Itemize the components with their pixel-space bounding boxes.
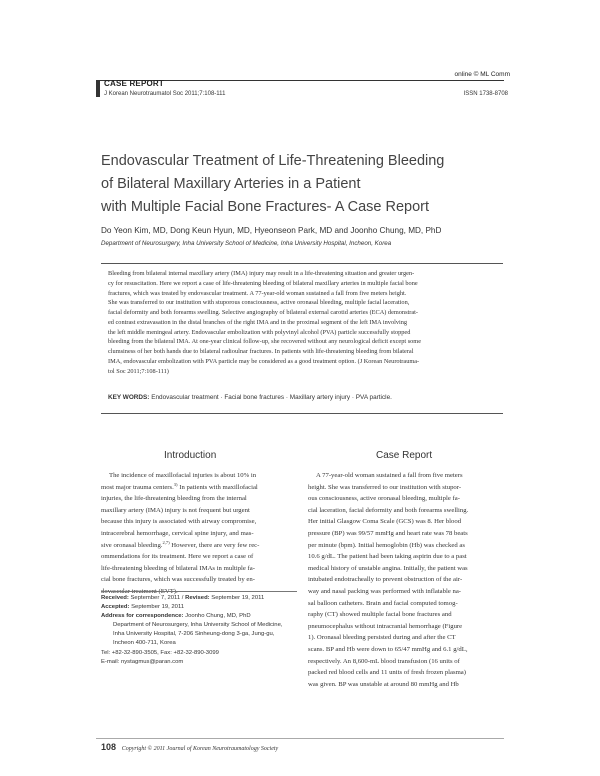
intro-line: intracerebral hemorrhage, cervical spine injury, and mas-	[101, 529, 254, 537]
address-line: Department of Neurosurgery, Inha University School of Medicine,	[113, 622, 283, 629]
intro-line: ommendations for its treatment. Here we report a case of	[101, 553, 254, 561]
footer-rule	[96, 738, 504, 739]
intro-line: life-threatening bleeding of bilateral IMAs in multiple fa-	[101, 564, 255, 572]
intro-line: The incidence of maxillofacial injuries is about 10% in	[109, 472, 257, 479]
received-date: September 7, 2011 /	[130, 595, 184, 601]
case-line: intubated endotracheally to prevent obstruction of the air-	[308, 576, 463, 584]
case-line: per minute (bpm). Initial hemoglobin (Hb) was checked as	[308, 541, 465, 549]
email-line: E-mail: nystagmus@paran.com	[101, 658, 184, 665]
page-number: 108	[101, 742, 117, 752]
intro-line: maxillary artery (IMA) injury is not frequent but urgent	[101, 506, 250, 514]
abstract-line: She was transferred to our institution with stuporous consciousness, active oronasal bleeding, multiple facial laceration,	[108, 299, 410, 307]
case-body	[308, 470, 504, 690]
correspondence-label: Address for correspondence:	[101, 613, 184, 620]
affiliation: Department of Neurosurgery, Inha University School of Medicine, Inha University Hospital, Incheon, Korea	[101, 240, 392, 247]
citation-sup: 3)	[173, 481, 178, 487]
authors: Do Yeon Kim, MD, Dong Keun Hyun, MD, Hyeonseon Park, MD and Joonho Chung, MD, PhD	[101, 226, 442, 235]
header-bar	[96, 80, 100, 97]
correspondence-name: Joonho Chung, MD, PhD	[185, 613, 251, 620]
abstract-line: fractures, which was treated by endovascular treatment. A 77-year-old woman sustained a fall from five meters height.	[108, 289, 407, 297]
issn: ISSN 1738-8708	[463, 91, 508, 97]
revised-label: Revised:	[185, 595, 210, 601]
intro-line: dovascular treatment (EVT).	[101, 587, 178, 595]
accepted-label: Accepted:	[101, 604, 130, 611]
abstract-line: bleeding from the bilateral IMA. At one-year clinical follow-up, she recovered without any neurological deficit except some	[108, 338, 421, 346]
address-line: Incheon 400-711, Korea	[113, 640, 176, 647]
address-line: Inha University Hospital, 7-206 Sinheung-dong 3-ga, Jung-gu,	[113, 631, 275, 638]
case-line: medical history of unstable angina. Initially, the patient was	[308, 564, 468, 572]
case-line: height. She was transferred to our institution with stupor-	[308, 483, 462, 491]
article-title	[101, 150, 521, 219]
keywords-text: Endovascular treatment · Facial bone fractures · Maxillary artery injury · PVA particle.	[151, 394, 392, 401]
accepted-date: September 19, 2011	[131, 604, 185, 611]
case-line: respectively. An 8,600-mL blood transfusion (16 units of	[308, 657, 460, 665]
abstract	[108, 269, 500, 376]
received-label: Received:	[101, 595, 129, 601]
case-line: packed red blood cells and 11 units of fresh frozen plasma)	[308, 669, 466, 677]
case-line: 1). Oronasal bleeding persisted during and after the CT	[308, 634, 456, 642]
keywords-label: KEY WORDS:	[108, 394, 150, 401]
abstract-line: ed contrast extravasation in the distal branches of the right IMA and in the proximal segment of the left IMA involving	[108, 318, 408, 326]
journal-citation: J Korean Neurotraumatol Soc 2011;7:108-111	[104, 91, 226, 97]
revised-date: September 19, 2011	[211, 595, 265, 601]
title-line: of Bilateral Maxillary Arteries in a Patient	[101, 176, 361, 192]
case-heading: Case Report	[376, 450, 433, 461]
accepted-line	[101, 603, 297, 612]
abstract-line: IMA, endovascular embolization with PVA particle may be considered as a good treatment option. (J Korean Neurotrauma-	[108, 357, 420, 365]
case-line: pneumocephalus without intracranial hemorrhage (Figure	[308, 622, 463, 630]
copyright: Copyright © 2011 Journal of Korean Neurotraumatology Society	[121, 746, 279, 752]
case-line: 10.6 g/dL. The patient had been taking aspirin due to a past	[308, 553, 467, 561]
abstract-line: Bleeding from bilateral internal maxillary artery (IMA) injury may result in a life-threatening situation and greater urgen-	[108, 270, 415, 277]
case-line: scans. BP and Hb were down to 65/47 mmHg and 6.1 g/dL,	[308, 645, 468, 653]
case-line: sal balloon catheters. Brain and facial computed tomog-	[308, 599, 458, 607]
online-label: online © ML Comm	[454, 71, 510, 78]
contact-line: Tel: +82-32-890-3505, Fax: +82-32-890-3099	[101, 649, 219, 656]
title-line: Endovascular Treatment of Life-Threatening Bleeding	[101, 153, 445, 169]
case-line: was given. BP was unstable at around 80 mmHg and Hb	[308, 680, 459, 688]
intro-line	[101, 482, 297, 494]
section-label: CASE REPORT	[104, 79, 164, 88]
case-line: pressure (BP) was 99/57 mmHg and heart rate was 78 beats	[308, 529, 468, 537]
correspondence-line	[101, 612, 297, 621]
intro-text: most major trauma centers.	[101, 483, 174, 491]
case-line: cial laceration, facial deformity and both forearms swelling.	[308, 506, 469, 514]
case-line: ous consciousness, active oronasal bleeding, multiple fa-	[308, 495, 460, 503]
intro-body	[101, 470, 297, 598]
intro-line: because this injury is associated with airway compromise,	[101, 518, 257, 526]
abstract-line: the left middle meningeal artery. Endovascular embolization with polyvinyl alcohol (PVA) particle successfully stopped	[108, 328, 411, 336]
intro-line: injuries, the life-threatening bleeding from the internal	[101, 495, 247, 503]
case-line: way and nasal packing was performed with inflatable na-	[308, 587, 462, 595]
intro-line	[101, 540, 297, 552]
abstract-line: cy for resuscitation. Here we report a case of life-threatening bleeding of bilateral maxillary arteries in multiple facial bone	[108, 279, 418, 287]
intro-text: However, there are very few rec-	[169, 541, 260, 549]
intro-line: cial bone fractures, which was successfully treated by en-	[101, 576, 255, 584]
abstract-line: tol Soc 2011;7:108-111)	[108, 367, 169, 375]
page-footer	[101, 742, 278, 752]
keywords	[108, 394, 392, 401]
case-line: raphy (CT) showed multiple facial bone fractures and	[308, 611, 452, 619]
citation-sup: 2,7)	[162, 539, 170, 545]
abstract-line: facial deformity and both forearms swelling. Selective angiography of bilateral external carotid arteries (ECA) demonstrat-	[108, 309, 419, 316]
intro-text: sive oronasal bleeding.	[101, 541, 163, 549]
intro-heading: Introduction	[164, 450, 217, 461]
intro-text: In patients with maxillofacial	[177, 483, 258, 491]
case-line: Her initial Glasgow Coma Scale (GCS) was 8. Her blood	[308, 518, 462, 526]
title-line: with Multiple Facial Bone Fractures- A Case Report	[101, 199, 429, 215]
case-line: A 77-year-old woman sustained a fall from five meters	[316, 472, 463, 479]
received-line	[101, 594, 297, 603]
article-meta	[101, 591, 297, 667]
abstract-line: clumsiness of her both hands due to bilateral radioulnar fractures. In patients with life-threatening bleeding from bilateral	[108, 348, 414, 355]
